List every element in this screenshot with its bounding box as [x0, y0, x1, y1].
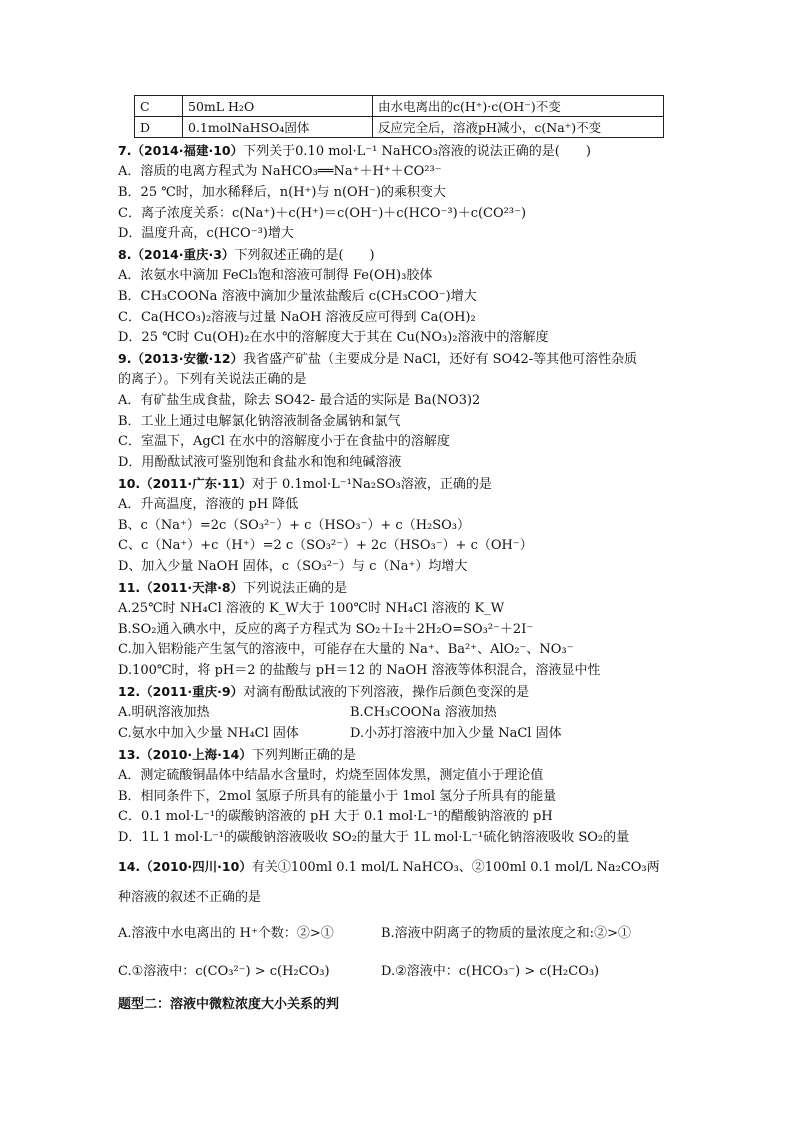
- option-c: C.加入铝粉能产生氢气的溶液中，可能存在大量的 Na⁺、Ba²⁺、AlO₂⁻、NO₃⁻: [118, 642, 574, 657]
- option-d: D．用酚酞试液可鉴别饱和食盐水和饱和纯碱溶液: [118, 455, 402, 470]
- question-9-stem-cont: 的离子）。下列有关说法正确的是: [118, 372, 307, 387]
- option-a: A.明矾溶液加热: [118, 705, 210, 720]
- question-14-stem-cont: 种溶液的叙述不正确的是: [118, 890, 262, 905]
- question-number: 14.（2010·四川·10）: [118, 859, 252, 874]
- table-cell-label: C: [135, 96, 183, 117]
- table-cell-reagent: 0.1molNaHSO₄固体: [183, 117, 373, 138]
- option-b: B．工业上通过电解氯化钠溶液制备金属钠和氯气: [118, 414, 401, 429]
- question-text: 下列叙述正确的是( ): [234, 248, 375, 263]
- question-12-stem: [118, 682, 684, 703]
- option-row: [118, 724, 684, 744]
- option-a: A．有矿盐生成食盐，除去 SO42- 最合适的实际是 Ba(NO3)2: [118, 393, 481, 408]
- question-text: 下列关于0.10 mol·L⁻¹ NaHCO₃溶液的说法正确的是( ): [243, 144, 591, 159]
- option-b: B．相同条件下，2mol 氢原子所具有的能量小于 1mol 氢分子所具有的能量: [118, 789, 557, 804]
- option-c: C.①溶液中：c(CO₃²⁻) > c(H₂CO₃): [118, 964, 330, 979]
- option-c: C.氨水中加入少量 NH₄Cl 固体: [118, 726, 299, 741]
- option-d: D.②溶液中：c(HCO₃⁻) > c(H₂CO₃): [381, 964, 600, 979]
- question-7-stem: [118, 141, 684, 162]
- question-11-stem: [118, 578, 684, 599]
- option-row: [118, 924, 684, 944]
- option-d: D．温度升高，c(HCO⁻³)增大: [118, 226, 294, 241]
- option-a: A．溶质的电离方程式为 NaHCO₃══Na⁺＋H⁺＋CO²³⁻: [118, 164, 442, 179]
- question-number: 11.（2011·天津·8）: [118, 580, 244, 595]
- option-d: D.100℃时，将 pH＝2 的盐酸与 pH＝12 的 NaOH 溶液等体积混合，溶液显中性: [118, 663, 601, 678]
- question-number: 7.（2014·福建·10）: [118, 143, 244, 158]
- option-b: B.SO₂通入碘水中，反应的离子方程式为 SO₂＋I₂＋2H₂O=SO₃²⁻＋2I⁻: [118, 622, 534, 637]
- option-a: A．浓氨水中滴加 FeCl₃饱和溶液可制得 Fe(OH)₃胶体: [118, 268, 433, 283]
- option-a: A.溶液中水电离出的 H⁺个数：②>①: [118, 926, 334, 941]
- question-text: 我省盛产矿盐（主要成分是 NaCl，还好有 SO42-等其他可溶性杂质: [243, 352, 638, 367]
- question-number: 13.（2010·上海·14）: [118, 747, 252, 762]
- option-b: B．25 ℃时，加水稀释后，n(H⁺)与 n(OH⁻)的乘积变大: [118, 185, 446, 200]
- option-c: C．室温下，AgCl 在水中的溶解度小于在食盐中的溶解度: [118, 434, 450, 449]
- table-cell-label: D: [135, 117, 183, 138]
- option-d: D、加入少量 NaOH 固体，c（SO₃²⁻）与 c（Na⁺）均增大: [118, 559, 468, 574]
- option-b: B．CH₃COONa 溶液中滴加少量浓盐酸后 c(CH₃COO⁻)增大: [118, 289, 477, 304]
- question-8-stem: [118, 245, 684, 266]
- option-a: A.25℃时 NH₄Cl 溶液的 K_W大于 100℃时 NH₄Cl 溶液的 K_W: [118, 601, 505, 616]
- option-row: [118, 962, 684, 982]
- table-cell-reagent: 50mL H₂O: [183, 96, 373, 117]
- option-c: C．0.1 mol·L⁻¹的碳酸钠溶液的 pH 大于 0.1 mol·L⁻¹的醋酸钠溶液的 pH: [118, 809, 553, 824]
- question-number: 12.（2011·重庆·9）: [118, 684, 244, 699]
- question-number: 8.（2014·重庆·3）: [118, 247, 235, 262]
- option-row: [118, 703, 684, 723]
- table-cell-effect: 由水电离出的c(H⁺)·c(OH⁻)不变: [373, 96, 664, 117]
- option-a: A．升高温度，溶液的 pH 降低: [118, 497, 299, 512]
- option-b: B.CH₃COONa 溶液加热: [350, 705, 497, 720]
- table-cell-effect: 反应完全后，溶液pH减小，c(Na⁺)不变: [373, 117, 664, 138]
- section-heading: 题型二：溶液中微粒浓度大小关系的判: [118, 997, 340, 1012]
- question-number: 9.（2013·安徽·12）: [118, 351, 244, 366]
- option-a: A．测定硫酸铜晶体中结晶水含量时，灼烧至固体发黑，测定值小于理论值: [118, 768, 544, 783]
- option-c: C、c（Na⁺）+c（H⁺）=2 c（SO₃²⁻）+ 2c（HSO₃⁻）+ c（OH⁻）: [118, 538, 533, 553]
- option-b: B、c（Na⁺）=2c（SO₃²⁻）+ c（HSO₃⁻）+ c（H₂SO₃）: [118, 518, 471, 533]
- options-table: [134, 95, 664, 138]
- question-9-stem: [118, 349, 684, 370]
- question-13-stem: [118, 745, 684, 766]
- question-text: 下列说法正确的是: [243, 581, 348, 596]
- question-text: 对滴有酚酞试液的下列溶液，操作后颜色变深的是: [243, 685, 530, 700]
- question-text: 有关①100ml 0.1 mol/L NaHCO₃、②100ml 0.1 mol/L Na₂CO₃两: [251, 860, 660, 875]
- option-d: D．25 ℃时 Cu(OH)₂在水中的溶解度大于其在 Cu(NO₃)₂溶液中的溶解度: [118, 330, 549, 345]
- question-10-stem: [118, 474, 684, 495]
- question-text: 对于 0.1mol·L⁻¹Na₂SO₃溶液，正确的是: [251, 477, 492, 492]
- table-row: [135, 117, 664, 138]
- option-c: C．Ca(HCO₃)₂溶液与过量 NaOH 溶液反应可得到 Ca(OH)₂: [118, 310, 476, 325]
- question-text: 下列判断正确的是: [251, 748, 356, 763]
- question-number: 10.（2011·广东·11）: [118, 476, 252, 491]
- table-row: [135, 96, 664, 117]
- option-d: D．1L 1 mol·L⁻¹的碳酸钠溶液吸收 SO₂的量大于 1L mol·L⁻¹硫化钠溶液吸收 SO₂的量: [118, 830, 630, 845]
- question-14-stem: [118, 857, 684, 878]
- option-d: D.小苏打溶液中加入少量 NaCl 固体: [350, 726, 562, 741]
- option-b: B.溶液中阴离子的物质的量浓度之和:②>①: [381, 926, 631, 941]
- option-c: C．离子浓度关系：c(Na⁺)＋c(H⁺)＝c(OH⁻)＋c(HCO⁻³)＋c(CO²³⁻): [118, 206, 527, 221]
